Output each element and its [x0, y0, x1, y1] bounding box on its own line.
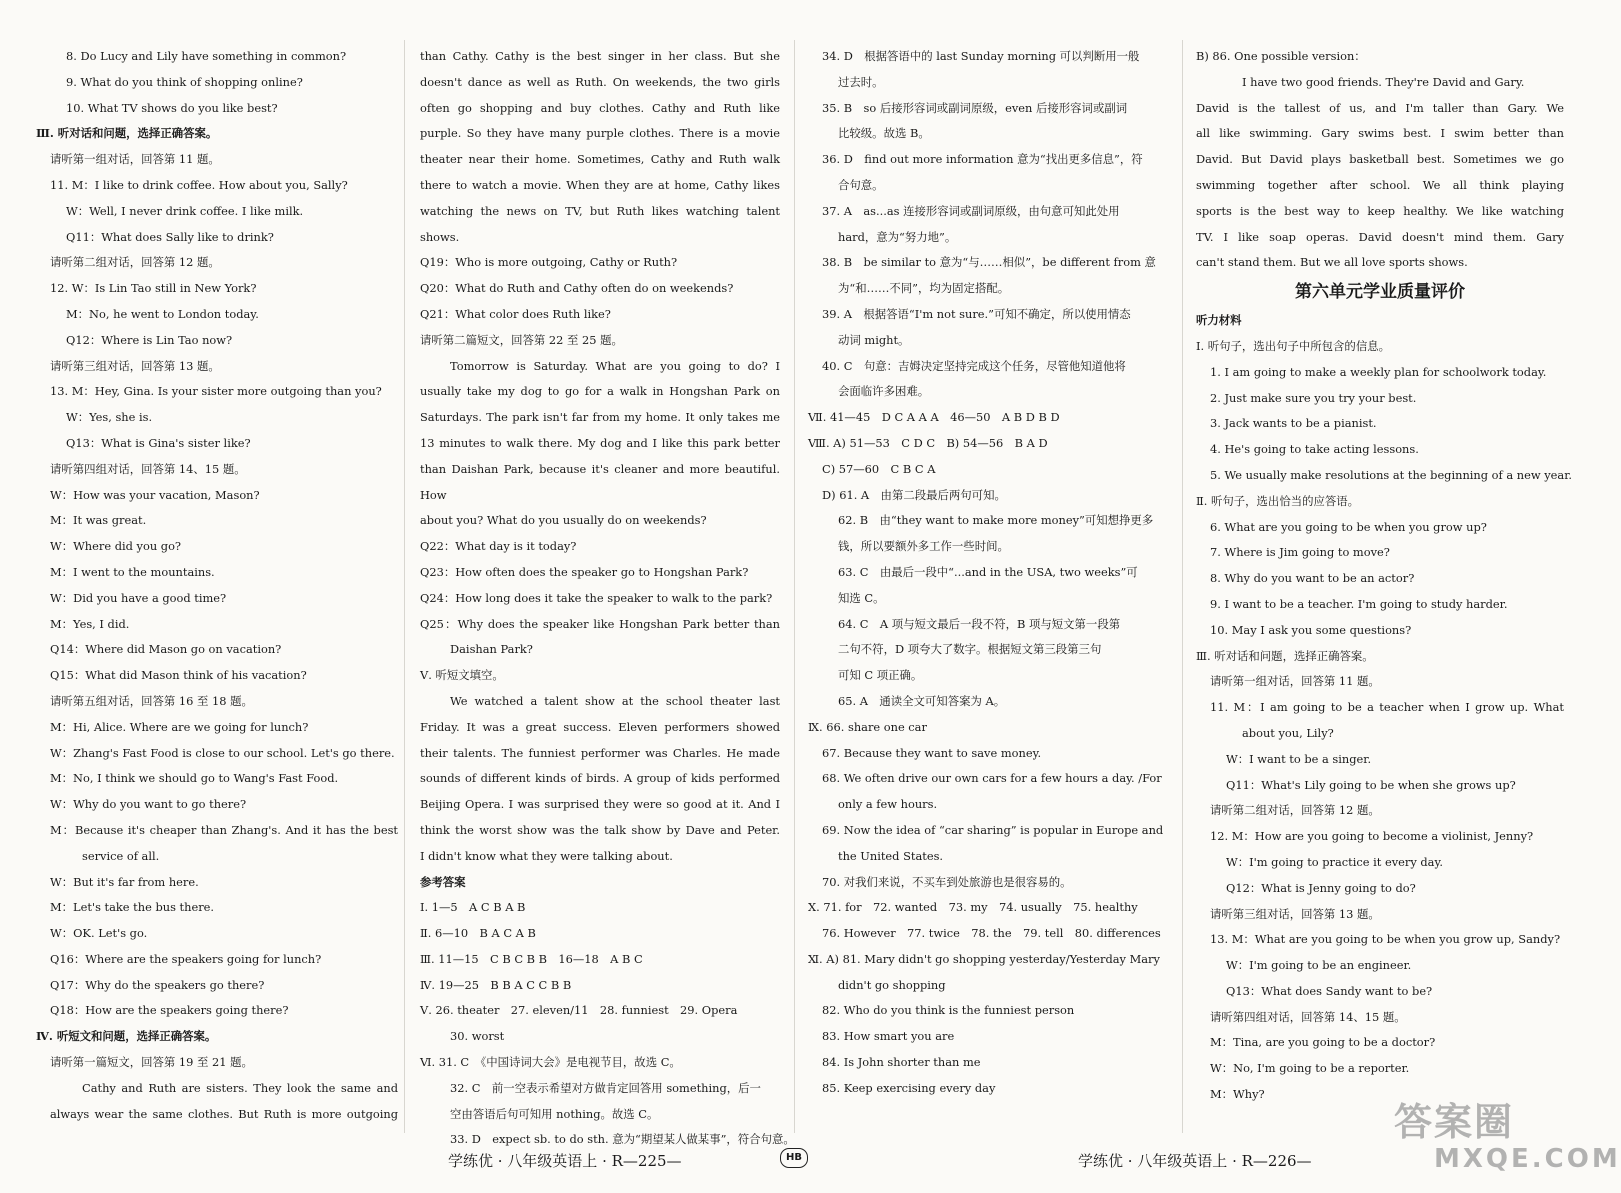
text-line: W：No, I'm going to be a reporter.: [1210, 1061, 1410, 1076]
text-line: 请听第二篇短文，回答第 22 至 25 题。: [420, 332, 623, 347]
text-line: sports is the best way to keep healthy. We like watching: [1196, 203, 1564, 218]
text-line: I didn't know what they were talking about.: [420, 848, 673, 863]
text-line: 请听第三组对话，回答第 13 题。: [50, 358, 220, 373]
text-line: W：But it's far from here.: [50, 874, 199, 889]
text-line: 30. worst: [450, 1029, 505, 1044]
text-line: W：Why do you want to go there?: [50, 797, 247, 812]
text-line: 62. B 由“they want to make more money”可知想挣更多: [838, 513, 1154, 528]
text-line: Ⅲ. 11—15 C B C B B 16—18 A B C: [420, 951, 643, 966]
text-line: 85. Keep exercising every day: [822, 1080, 996, 1095]
text-line: M：I went to the mountains.: [50, 564, 215, 579]
text-line: 动词 might。: [838, 332, 910, 347]
text-line: 34. D 根据答语中的 last Sunday morning 可以判断用一般: [822, 49, 1140, 63]
text-line: 8. Do Lucy and Lily have something in common?: [66, 49, 347, 63]
text-line: 合句意。: [838, 177, 884, 192]
text-line: I have two good friends. They're David and Gary.: [1242, 74, 1525, 89]
text-line: about you? What do you usually do on weekends?: [420, 513, 707, 528]
text-line: M：It was great.: [50, 513, 147, 528]
text-line: Q11：What does Sally like to drink?: [66, 229, 274, 244]
text-line: Q12：Where is Lin Tao now?: [66, 332, 233, 347]
text-line: Ⅲ. 听对话和问题，选择正确答案。: [1196, 648, 1374, 663]
text-line: B) 86. One possible version：: [1196, 49, 1366, 63]
text-line: can't stand them. But we all love sports shows.: [1196, 255, 1468, 270]
text-line: sounds of different kinds of birds. A group of kids performed: [420, 771, 780, 786]
text-line: M：No, he went to London today.: [66, 306, 259, 321]
text-line: M：Yes, I did.: [50, 616, 130, 631]
text-line: Tomorrow is Saturday. What are you going to do? I: [450, 358, 780, 373]
text-line: about you, Lily?: [1242, 725, 1334, 740]
text-line: 68. We often drive our own cars for a few hours a day. /For: [822, 771, 1162, 786]
text-line: W：Yes, she is.: [66, 410, 153, 425]
text-line: Q17：Why do the speakers go there?: [50, 977, 265, 992]
text-line: M：Let's take the bus there.: [50, 900, 214, 915]
text-line: Q13：What does Sandy want to be?: [1226, 983, 1433, 998]
text-line: doesn't dance as well as Ruth. On weekends, the two girls: [420, 74, 780, 89]
text-line: 5. We usually make resolutions at the beginning of a new year.: [1210, 467, 1573, 482]
text-line: 69. Now the idea of “car sharing” is popular in Europe and: [822, 822, 1164, 837]
text-line: 33. D expect sb. to do sth. 意为“期望某人做某事”，符合句意。: [450, 1132, 795, 1147]
text-line: 7. Where is Jim going to move?: [1210, 545, 1390, 560]
text-line: TV. I like soap operas. David doesn't mind them. Gary: [1196, 229, 1564, 244]
text-line: their talents. The funniest performer was Charles. He made: [420, 745, 780, 760]
col4-lines-bottom: [1196, 308, 1573, 1108]
answer-column-3: [808, 44, 1176, 1102]
text-line: 6. What are you going to be when you grow up?: [1210, 519, 1487, 534]
text-line: Cathy and Ruth are sisters. They look the same and: [82, 1080, 398, 1095]
text-line: think the worst show was the talk show by Dave and Peter.: [420, 822, 780, 837]
text-line: 9. What do you think of shopping online?: [66, 74, 303, 89]
text-line: all like swimming. Gary swims best. I swim better than: [1196, 126, 1564, 141]
text-line: Ⅴ. 听短文填空。: [420, 668, 504, 683]
text-line: W：Zhang's Fast Food is close to our school. Let's go there.: [50, 745, 395, 760]
text-line: watching the news on TV, but Ruth likes watching talent: [420, 203, 780, 218]
text-line: usually take my dog to go for a walk in Hongshan Park on: [420, 384, 780, 399]
unit-heading: 第六单元学业质量评价: [1295, 282, 1465, 303]
text-line: 70. 对我们来说，不买车到处旅游也是很容易的。: [822, 874, 1072, 889]
text-line: Ⅶ. 41—45 D C A A A 46—50 A B D B D: [808, 410, 1060, 425]
text-line: W：I want to be a singer.: [1226, 751, 1372, 766]
text-line: always wear the same clothes. But Ruth is more outgoing: [50, 1106, 398, 1121]
text-line: 请听第一篇短文，回答第 19 至 21 题。: [50, 1055, 253, 1070]
text-line: David. But David plays basketball best. Sometimes we go: [1196, 152, 1564, 167]
text-line: Ⅷ. A) 51—53 C D C B) 54—56 B A D: [808, 435, 1048, 450]
text-line: 12. W：Is Lin Tao still in New York?: [50, 281, 257, 296]
text-line: 35. B so 后接形容词或副词原级，even 后接形容词或副词: [822, 100, 1128, 115]
text-line: only a few hours.: [838, 797, 938, 812]
text-line: 3. Jack wants to be a pianist.: [1210, 416, 1377, 431]
text-line: W：How was your vacation, Mason?: [50, 487, 260, 502]
text-line: Q19：Who is more outgoing, Cathy or Ruth?: [420, 255, 678, 270]
text-line: 请听第四组对话，回答第 14、15 题。: [1210, 1009, 1406, 1024]
text-line: Beijing Opera. I was surprised they were so good at it. And I: [420, 797, 780, 812]
text-line: Saturdays. The park isn't far from my home. It only takes me: [420, 410, 780, 425]
text-line: 请听第二组对话，回答第 12 题。: [1210, 803, 1380, 818]
text-line: 4. He's going to take acting lessons.: [1210, 442, 1419, 457]
text-line: Friday. It was a great success. Eleven performers showed: [420, 719, 780, 734]
text-line: 76. However 77. twice 78. the 79. tell 80. differences: [822, 926, 1161, 941]
footer-page-226: 学练优 · 八年级英语上 · R—226—: [1078, 1152, 1312, 1170]
text-line: Ⅸ. 66. share one car: [808, 719, 927, 734]
text-line: Q13：What is Gina's sister like?: [66, 435, 251, 450]
text-line: 84. Is John shorter than me: [822, 1055, 981, 1070]
text-line: than Daishan Park, because it's cleaner and more beautiful. How: [420, 461, 780, 502]
answer-column-4: [1196, 44, 1573, 1108]
text-line: 13. M：Hey, Gina. Is your sister more outgoing than you?: [50, 384, 382, 399]
answer-column-2: [420, 44, 795, 1153]
text-line: 为“和……不同”，均为固定搭配。: [838, 281, 1010, 296]
text-line: 请听第四组对话，回答第 14、15 题。: [50, 461, 246, 476]
text-line: than Cathy. Cathy is the best singer in her class. But she: [420, 49, 780, 63]
text-line: 13 minutes to walk there. My dog and I like this park better: [420, 435, 780, 450]
text-line: Ⅳ. 19—25 B B A C C B B: [420, 977, 572, 992]
text-line: Ⅲ. 听对话和问题，选择正确答案。: [36, 126, 218, 141]
text-line: Ⅰ. 听句子，选出句子中所包含的信息。: [1196, 338, 1390, 353]
text-line: 听力材料: [1196, 313, 1242, 328]
text-line: Ⅱ. 6—10 B A C A B: [420, 926, 536, 941]
text-line: 2. Just make sure you try your best.: [1210, 390, 1417, 405]
text-line: Daishan Park?: [450, 642, 533, 657]
text-line: 会面临许多困难。: [838, 384, 930, 399]
text-line: theater near their home. Sometimes, Cathy and Ruth walk: [420, 152, 780, 167]
text-line: hard，意为“努力地”。: [838, 229, 957, 244]
text-line: 63. C 由最后一段中“...and in the USA, two weeks”可: [838, 564, 1138, 579]
text-line: 9. I want to be a teacher. I'm going to study harder.: [1210, 596, 1508, 611]
text-line: W：Where did you go?: [50, 539, 182, 554]
text-line: We watched a talent show at the school theater last: [450, 693, 780, 708]
text-line: 可知 C 项正确。: [838, 668, 923, 683]
publisher-badge: HB: [780, 1148, 808, 1168]
text-line: Ⅺ. A) 81. Mary didn't go shopping yesterday/Yesterday Mary: [808, 951, 1160, 966]
text-line: W：I'm going to be an engineer.: [1226, 958, 1412, 973]
text-line: Q21：What color does Ruth like?: [420, 306, 611, 321]
text-line: D) 61. A 由第二段最后两句可知。: [822, 487, 1006, 502]
text-line: Q11：What's Lily going to be when she grows up?: [1226, 777, 1516, 792]
text-line: 请听第三组对话，回答第 13 题。: [1210, 906, 1380, 921]
text-line: 10. What TV shows do you like best?: [66, 100, 278, 115]
footer-page-225: 学练优 · 八年级英语上 · R—225—: [448, 1152, 682, 1170]
text-line: C) 57—60 C B C A: [822, 461, 936, 476]
text-line: M：Tina, are you going to be a doctor?: [1210, 1035, 1436, 1050]
text-line: 37. A as...as 连接形容词或副词原级，由句意可知此处用: [822, 203, 1120, 218]
text-line: Q12：What is Jenny going to do?: [1226, 880, 1416, 895]
text-line: Ⅰ. 1—5 A C B A B: [420, 900, 526, 915]
text-line: Ⅳ. 听短文和问题，选择正确答案。: [36, 1029, 217, 1044]
text-line: Q14：Where did Mason go on vacation?: [50, 642, 282, 657]
text-line: 参考答案: [420, 874, 466, 889]
text-line: Q15：What did Mason think of his vacation?: [50, 668, 307, 683]
text-line: M：Hi, Alice. Where are we going for lunch?: [50, 719, 309, 734]
text-line: 32. C 前一空表示希望对方做肯定回答用 something，后一: [450, 1080, 761, 1095]
text-line: 10. May I ask you some questions?: [1210, 622, 1412, 637]
text-line: the United States.: [838, 848, 944, 863]
text-line: 67. Because they want to save money.: [822, 745, 1042, 760]
text-line: 11. M：I like to drink coffee. How about you, Sally?: [50, 177, 348, 192]
text-line: 39. A 根据答语“I'm not sure.”可知不确定，所以使用情态: [822, 306, 1131, 321]
watermark-en: MXQE.COM: [1434, 1144, 1621, 1174]
text-line: Q20：What do Ruth and Cathy often do on weekends?: [420, 281, 734, 296]
text-line: 8. Why do you want to be an actor?: [1210, 571, 1415, 586]
text-line: 64. C A 项与短文最后一段不符，B 项与短文第一段第: [838, 616, 1121, 631]
text-line: 82. Who do you think is the funniest person: [822, 1003, 1075, 1018]
text-line: Ⅹ. 71. for 72. wanted 73. my 74. usually 75. healthy: [808, 900, 1138, 915]
text-line: 83. How smart you are: [822, 1029, 955, 1044]
text-line: purple. So they have many purple clothes. There is a movie: [420, 126, 780, 141]
text-line: 1. I am going to make a weekly plan for schoolwork today.: [1210, 364, 1547, 379]
text-line: 40. C 句意：吉姆决定坚持完成这个任务，尽管他知道他将: [822, 358, 1126, 373]
col4-lines-top: [1196, 44, 1564, 276]
text-line: 12. M：How are you going to become a violinist, Jenny?: [1210, 829, 1534, 844]
text-line: 11. M：I am going to be a teacher when I grow up. What: [1210, 700, 1564, 715]
text-line: service of all.: [82, 848, 160, 863]
text-line: Q16：Where are the speakers going for lunch?: [50, 951, 322, 966]
text-line: 知选 C。: [838, 590, 885, 605]
text-line: David is the tallest of us, and I'm taller than Gary. We: [1196, 100, 1564, 115]
text-line: 过去时。: [838, 74, 884, 89]
text-line: W：Did you have a good time?: [50, 590, 227, 605]
text-line: Q24：How long does it take the speaker to walk to the park?: [420, 590, 773, 605]
text-line: Q22：What day is it today?: [420, 539, 577, 554]
text-line: Q23：How often does the speaker go to Hongshan Park?: [420, 564, 749, 579]
text-line: M：Why?: [1210, 1087, 1265, 1102]
text-line: 13. M：What are you going to be when you grow up, Sandy?: [1210, 932, 1561, 947]
text-line: 请听第一组对话，回答第 11 题。: [1210, 674, 1380, 689]
watermark-logo: [1394, 1100, 1621, 1180]
answer-column-1: [36, 44, 398, 1127]
text-line: swimming together after school. We all think playing: [1196, 177, 1564, 192]
text-line: W：I'm going to practice it every day.: [1226, 854, 1443, 869]
text-line: Ⅴ. 26. theater 27. eleven/11 28. funniest 29. Opera: [420, 1003, 738, 1018]
text-line: Q18：How are the speakers going there?: [50, 1003, 289, 1018]
text-line: 请听第五组对话，回答第 16 至 18 题。: [50, 693, 253, 708]
text-line: W：OK. Let's go.: [50, 926, 148, 941]
text-line: 比较级。故选 B。: [838, 126, 930, 141]
text-line: Ⅱ. 听句子，选出恰当的应答语。: [1196, 493, 1360, 508]
text-line: 65. A 通读全文可知答案为 A。: [838, 693, 1006, 708]
text-line: often go shopping and buy clothes. Cathy and Ruth like: [420, 100, 780, 115]
text-line: 钱，所以要额外多工作一些时间。: [838, 539, 1009, 554]
text-line: 请听第一组对话，回答第 11 题。: [50, 152, 220, 167]
text-line: shows.: [420, 229, 460, 244]
text-line: Ⅵ. 31. C 《中国诗词大会》是电视节目，故选 C。: [420, 1055, 681, 1070]
text-line: Q25：Why does the speaker like Hongshan Park better than: [420, 616, 780, 631]
text-line: M：No, I think we should go to Wang's Fast Food.: [50, 771, 339, 786]
text-line: 二句不符，D 项夸大了数字。根据短文第三段第三句: [838, 642, 1102, 657]
text-line: M：Because it's cheaper than Zhang's. And it has the best: [50, 822, 398, 837]
text-line: 36. D find out more information 意为“找出更多信息”，符: [822, 152, 1143, 167]
text-line: didn't go shopping: [838, 977, 946, 992]
text-line: 请听第二组对话，回答第 12 题。: [50, 255, 220, 270]
text-line: there to watch a movie. When they are at home, Cathy likes: [420, 177, 780, 192]
text-line: 空由答语后句可知用 nothing。故选 C。: [450, 1106, 659, 1121]
watermark-cn: 答案圈: [1394, 1100, 1515, 1144]
text-line: 38. B be similar to 意为“与……相似”，be different from 意: [822, 255, 1156, 270]
text-line: W：Well, I never drink coffee. I like milk.: [66, 203, 304, 218]
